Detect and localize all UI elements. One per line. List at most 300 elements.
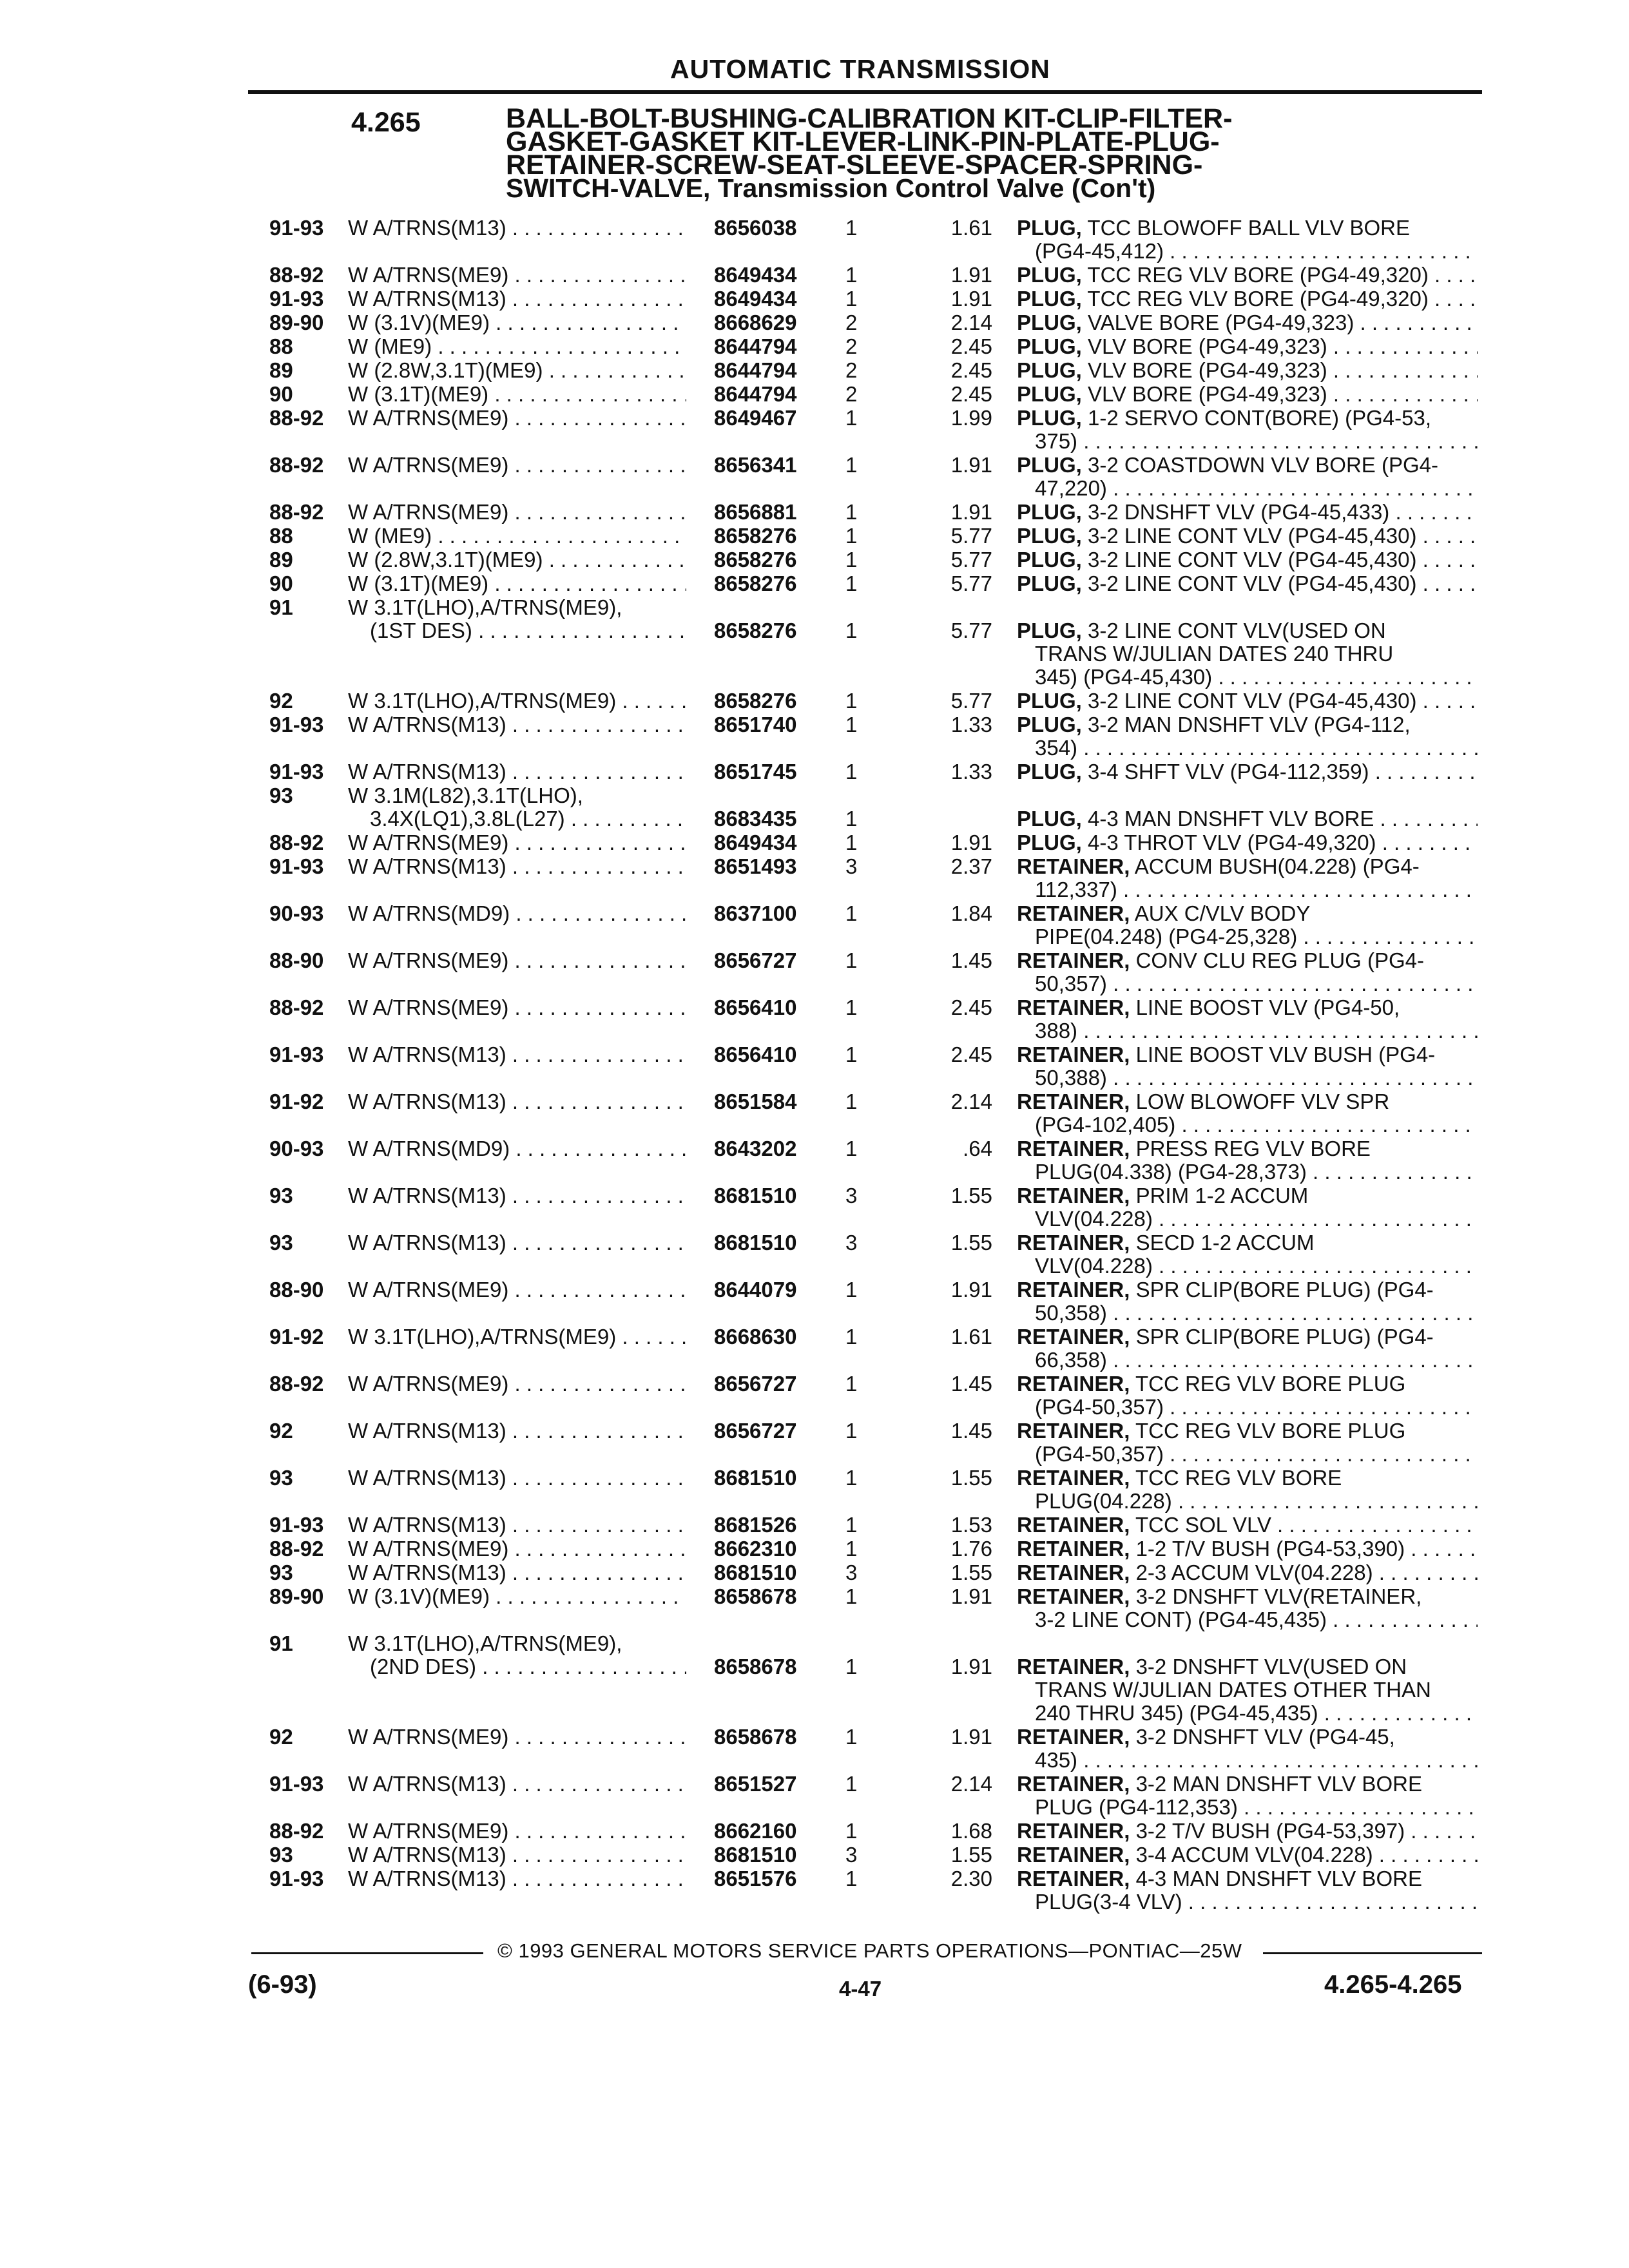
application-text: W A/TRNS(ME9) bbox=[348, 949, 509, 972]
part-number: 8681510 bbox=[714, 1184, 797, 1207]
part-number: 8658276 bbox=[714, 524, 797, 548]
model-year: 88-90 bbox=[269, 948, 324, 972]
application-text: W 3.1T(LHO),A/TRNS(ME9), bbox=[348, 1632, 622, 1655]
application bbox=[348, 902, 686, 925]
application-line bbox=[348, 287, 686, 311]
application bbox=[348, 1090, 686, 1113]
description-line bbox=[1017, 1537, 1478, 1561]
model-year: 88-90 bbox=[269, 1278, 324, 1302]
part-number: 8681510 bbox=[714, 1843, 797, 1867]
application-text: W A/TRNS(ME9) bbox=[348, 996, 509, 1019]
description-text: PLUG(04.338) (PG4-28,373) bbox=[1035, 1160, 1307, 1184]
application-text: W A/TRNS(M13) bbox=[348, 855, 506, 878]
part-number: 8656341 bbox=[714, 453, 797, 477]
application-text: W A/TRNS(M13) bbox=[348, 1561, 506, 1584]
price: 1.33 bbox=[950, 713, 992, 736]
description bbox=[1017, 548, 1478, 572]
application-line bbox=[348, 1466, 686, 1490]
part-number: 8658678 bbox=[714, 1655, 797, 1678]
quantity: 1 bbox=[845, 1867, 858, 1890]
description-text: 388) bbox=[1035, 1019, 1078, 1043]
price: 1.55 bbox=[950, 1466, 992, 1490]
part-keyword: PLUG, bbox=[1017, 383, 1082, 406]
part-number: 8651493 bbox=[714, 854, 797, 878]
application-line bbox=[348, 264, 686, 287]
application-text: W (3.1T)(ME9) bbox=[348, 572, 489, 595]
application bbox=[348, 287, 686, 311]
description bbox=[1017, 216, 1478, 263]
application-text: W A/TRNS(ME9) bbox=[348, 454, 509, 477]
application-text: W A/TRNS(M13) bbox=[348, 1184, 506, 1207]
application bbox=[348, 311, 686, 334]
parts-entry bbox=[0, 1231, 1629, 1278]
description-line bbox=[1017, 548, 1478, 572]
description-text: PRIM 1-2 ACCUM bbox=[1135, 1184, 1309, 1207]
parts-entry bbox=[0, 689, 1629, 713]
model-year: 88-92 bbox=[269, 453, 324, 477]
description-text: 3-2 LINE CONT VLV (PG4-45,430) bbox=[1088, 548, 1417, 572]
application-text: W A/TRNS(ME9) bbox=[348, 1725, 509, 1749]
application-text: W A/TRNS(M13) bbox=[348, 287, 506, 311]
parts-entry bbox=[0, 1043, 1629, 1090]
price: 2.14 bbox=[950, 1090, 992, 1113]
quantity: 1 bbox=[845, 1372, 858, 1396]
description-text: PLUG (PG4-112,353) bbox=[1035, 1796, 1238, 1819]
application-text: W A/TRNS(ME9) bbox=[348, 501, 509, 524]
model-year: 91-93 bbox=[269, 760, 324, 783]
application-text: W 3.1M(L82),3.1T(LHO), bbox=[348, 784, 583, 807]
quantity: 1 bbox=[845, 287, 858, 311]
description bbox=[1017, 1820, 1478, 1843]
application-text: W A/TRNS(MD9) bbox=[348, 902, 510, 925]
application-line bbox=[348, 1325, 686, 1349]
parts-entry bbox=[0, 1278, 1629, 1325]
application-line bbox=[348, 784, 686, 807]
part-number: 8662310 bbox=[714, 1537, 797, 1561]
parts-entry bbox=[0, 572, 1629, 595]
part-keyword: RETAINER, bbox=[1017, 1419, 1130, 1443]
description-text: 3-2 LINE CONT VLV (PG4-45,430) bbox=[1088, 689, 1417, 713]
description-line bbox=[1017, 1725, 1478, 1749]
part-keyword: PLUG, bbox=[1017, 501, 1082, 524]
application-line bbox=[348, 1725, 686, 1749]
application-text: W (ME9) bbox=[348, 524, 432, 548]
description bbox=[1017, 572, 1478, 595]
description-line bbox=[1017, 264, 1478, 287]
part-number: 8644079 bbox=[714, 1278, 797, 1302]
quantity: 3 bbox=[845, 1231, 858, 1254]
part-keyword: PLUG, bbox=[1017, 359, 1082, 382]
section-title-line: GASKET-GASKET KIT-LEVER-LINK-PIN-PLATE-PLUG- bbox=[506, 126, 1220, 157]
price: 2.45 bbox=[950, 1043, 992, 1066]
description-text: VALVE BORE (PG4-49,323) bbox=[1088, 311, 1354, 334]
part-number: 8658276 bbox=[714, 548, 797, 572]
parts-entry bbox=[0, 1137, 1629, 1184]
description bbox=[1017, 1325, 1478, 1372]
description-line bbox=[1017, 855, 1478, 878]
model-year: 88-92 bbox=[269, 1537, 324, 1561]
description-line bbox=[1017, 713, 1478, 736]
part-keyword: PLUG, bbox=[1017, 548, 1082, 572]
model-year: 88-92 bbox=[269, 831, 324, 854]
description bbox=[1017, 996, 1478, 1043]
description-text: (PG4-50,357) bbox=[1035, 1396, 1164, 1419]
description-text: 375) bbox=[1035, 430, 1078, 453]
application bbox=[348, 596, 686, 642]
application bbox=[348, 1372, 686, 1396]
model-year: 88-92 bbox=[269, 995, 324, 1019]
description-line bbox=[1017, 689, 1478, 713]
model-year: 93 bbox=[269, 1184, 293, 1207]
description-line bbox=[1017, 760, 1478, 783]
description-text: 3-2 MAN DNSHFT VLV BORE bbox=[1135, 1773, 1422, 1796]
application bbox=[348, 383, 686, 406]
price: 1.91 bbox=[950, 1725, 992, 1749]
description-line bbox=[1017, 1561, 1478, 1584]
description-line bbox=[1017, 1773, 1478, 1796]
quantity: 1 bbox=[845, 948, 858, 972]
description-line bbox=[1017, 1278, 1478, 1302]
part-keyword: RETAINER, bbox=[1017, 1043, 1130, 1066]
application bbox=[348, 359, 686, 382]
application-line bbox=[348, 1561, 686, 1584]
description-text: 66,358) bbox=[1035, 1349, 1107, 1372]
description-line bbox=[1017, 1867, 1478, 1890]
description-text: VLV BORE (PG4-49,323) bbox=[1088, 359, 1327, 382]
application-text: W (3.1V)(ME9) bbox=[348, 311, 490, 334]
model-year: 88-92 bbox=[269, 500, 324, 524]
price: 1.91 bbox=[950, 263, 992, 287]
parts-entry bbox=[0, 996, 1629, 1043]
part-number: 8683435 bbox=[714, 807, 797, 831]
application-line bbox=[348, 760, 686, 783]
price: 1.33 bbox=[950, 760, 992, 783]
description-line bbox=[1017, 1843, 1478, 1867]
quantity: 1 bbox=[845, 572, 858, 595]
application-line bbox=[348, 1043, 686, 1066]
description-line bbox=[1017, 1254, 1478, 1278]
application-line bbox=[348, 454, 686, 477]
part-keyword: PLUG, bbox=[1017, 619, 1082, 642]
application-line bbox=[348, 1419, 686, 1443]
description-line bbox=[1017, 1043, 1478, 1066]
application-line bbox=[348, 1585, 686, 1608]
application-text: W (ME9) bbox=[348, 335, 432, 358]
description bbox=[1017, 807, 1478, 831]
description bbox=[1017, 1466, 1478, 1513]
description-text: SPR CLIP(BORE PLUG) (PG4- bbox=[1135, 1278, 1434, 1302]
description-text: TCC BLOWOFF BALL VLV BORE bbox=[1087, 216, 1411, 240]
part-number: 8649467 bbox=[714, 406, 797, 430]
description-line bbox=[1017, 666, 1478, 689]
model-year: 88-92 bbox=[269, 1372, 324, 1396]
description-line bbox=[1017, 1090, 1478, 1113]
description bbox=[1017, 902, 1478, 948]
application-text: W A/TRNS(ME9) bbox=[348, 1278, 509, 1302]
description bbox=[1017, 454, 1478, 500]
part-keyword: RETAINER, bbox=[1017, 1843, 1130, 1867]
description-line bbox=[1017, 1820, 1478, 1843]
model-year: 89-90 bbox=[269, 311, 324, 334]
price: 2.45 bbox=[950, 995, 992, 1019]
price: 5.77 bbox=[950, 572, 992, 595]
parts-entry bbox=[0, 855, 1629, 901]
copyright-notice: © 1993 GENERAL MOTORS SERVICE PARTS OPERATIONS—PONTIAC—25W bbox=[497, 1939, 1242, 1962]
application-text: W A/TRNS(M13) bbox=[348, 713, 506, 736]
part-number: 8644794 bbox=[714, 334, 797, 358]
part-number: 8637100 bbox=[714, 901, 797, 925]
application bbox=[348, 1325, 686, 1349]
part-keyword: RETAINER, bbox=[1017, 1820, 1130, 1843]
description-line bbox=[1017, 736, 1478, 760]
section-range: 4.265-4.265 bbox=[1324, 1970, 1462, 1999]
application-line bbox=[348, 1090, 686, 1113]
quantity: 3 bbox=[845, 854, 858, 878]
parts-entry bbox=[0, 595, 1629, 689]
application-text: W A/TRNS(M13) bbox=[348, 1773, 506, 1796]
quantity: 1 bbox=[845, 500, 858, 524]
model-year: 93 bbox=[269, 1231, 293, 1254]
part-keyword: RETAINER, bbox=[1017, 855, 1130, 878]
part-number: 8656727 bbox=[714, 948, 797, 972]
application bbox=[348, 1231, 686, 1254]
part-number: 8656410 bbox=[714, 995, 797, 1019]
application-text: W A/TRNS(M13) bbox=[348, 1466, 506, 1490]
application-line bbox=[348, 335, 686, 358]
part-keyword: RETAINER, bbox=[1017, 1655, 1130, 1678]
description-line bbox=[1017, 383, 1478, 406]
application-text: W 3.1T(LHO),A/TRNS(ME9), bbox=[348, 596, 622, 619]
model-year: 88-92 bbox=[269, 406, 324, 430]
footer-rule-left bbox=[251, 1952, 483, 1954]
model-year: 92 bbox=[269, 689, 293, 713]
description bbox=[1017, 619, 1478, 689]
application-line bbox=[348, 548, 686, 572]
price: 1.91 bbox=[950, 453, 992, 477]
part-keyword: PLUG, bbox=[1017, 760, 1082, 783]
application bbox=[348, 855, 686, 878]
part-keyword: RETAINER, bbox=[1017, 1466, 1130, 1490]
description-line bbox=[1017, 1325, 1478, 1349]
application bbox=[348, 1820, 686, 1843]
model-year: 88-92 bbox=[269, 1819, 324, 1843]
price: 1.61 bbox=[950, 1325, 992, 1349]
date-code: (6-93) bbox=[248, 1970, 317, 1999]
model-year: 91-93 bbox=[269, 854, 324, 878]
description-text: 3-2 COASTDOWN VLV BORE (PG4- bbox=[1088, 454, 1438, 477]
part-keyword: RETAINER, bbox=[1017, 1372, 1130, 1396]
parts-entry bbox=[0, 548, 1629, 572]
description bbox=[1017, 1514, 1478, 1537]
section-title bbox=[506, 103, 1434, 203]
application-line bbox=[348, 996, 686, 1019]
description-text: SECD 1-2 ACCUM bbox=[1135, 1231, 1315, 1254]
model-year: 93 bbox=[269, 1843, 293, 1867]
application bbox=[348, 689, 686, 713]
description-text: VLV(04.228) bbox=[1035, 1207, 1153, 1231]
description bbox=[1017, 949, 1478, 995]
description bbox=[1017, 264, 1478, 287]
part-number: 8643202 bbox=[714, 1137, 797, 1160]
application bbox=[348, 949, 686, 972]
application-text: W A/TRNS(M13) bbox=[348, 1090, 506, 1113]
part-keyword: PLUG, bbox=[1017, 572, 1082, 595]
price: 2.30 bbox=[950, 1867, 992, 1890]
parts-entry bbox=[0, 1585, 1629, 1631]
description-line bbox=[1017, 1608, 1478, 1631]
model-year: 91-93 bbox=[269, 1867, 324, 1890]
price: 1.91 bbox=[950, 1655, 992, 1678]
quantity: 1 bbox=[845, 689, 858, 713]
description-line bbox=[1017, 240, 1478, 263]
description bbox=[1017, 1090, 1478, 1137]
description bbox=[1017, 855, 1478, 901]
application-line bbox=[348, 1773, 686, 1796]
application-text: W A/TRNS(ME9) bbox=[348, 407, 509, 430]
model-year: 91-93 bbox=[269, 287, 324, 311]
price: 1.55 bbox=[950, 1561, 992, 1584]
part-number: 8668629 bbox=[714, 311, 797, 334]
description-line bbox=[1017, 642, 1478, 666]
application-text: W A/TRNS(M13) bbox=[348, 216, 506, 240]
parts-entry bbox=[0, 1372, 1629, 1419]
parts-entry bbox=[0, 1090, 1629, 1137]
application-text: W A/TRNS(ME9) bbox=[348, 1537, 509, 1561]
description-line bbox=[1017, 477, 1478, 500]
description bbox=[1017, 311, 1478, 334]
application-text: 3.4X(LQ1),3.8L(L27) bbox=[370, 807, 565, 831]
parts-entry bbox=[0, 501, 1629, 524]
description bbox=[1017, 287, 1478, 311]
description-text: 3-2 DNSHFT VLV (PG4-45,433) bbox=[1088, 501, 1390, 524]
application-line bbox=[348, 1537, 686, 1561]
quantity: 3 bbox=[845, 1843, 858, 1867]
description-line bbox=[1017, 1655, 1478, 1678]
description-line bbox=[1017, 1372, 1478, 1396]
model-year: 91-92 bbox=[269, 1325, 324, 1349]
description bbox=[1017, 1537, 1478, 1561]
description bbox=[1017, 1561, 1478, 1584]
part-number: 8651527 bbox=[714, 1772, 797, 1796]
description-text: TCC REG VLV BORE (PG4-49,320) bbox=[1087, 264, 1429, 287]
application-line bbox=[348, 572, 686, 595]
description-line bbox=[1017, 311, 1478, 334]
parts-entry bbox=[0, 1725, 1629, 1772]
description-text: 3-4 ACCUM VLV(04.228) bbox=[1135, 1843, 1373, 1867]
quantity: 1 bbox=[845, 1513, 858, 1537]
price: 1.68 bbox=[950, 1819, 992, 1843]
parts-entry bbox=[0, 287, 1629, 311]
application-line bbox=[348, 713, 686, 736]
price: 2.45 bbox=[950, 334, 992, 358]
price: 1.55 bbox=[950, 1231, 992, 1254]
description-text: LOW BLOWOFF VLV SPR bbox=[1135, 1090, 1390, 1113]
part-keyword: RETAINER, bbox=[1017, 1537, 1130, 1561]
application-text: W A/TRNS(MD9) bbox=[348, 1137, 510, 1160]
application-line bbox=[348, 619, 686, 642]
description bbox=[1017, 1372, 1478, 1419]
section-number: 4.265 bbox=[351, 107, 421, 138]
description-line bbox=[1017, 1749, 1478, 1772]
description-text: ACCUM BUSH(04.228) (PG4- bbox=[1134, 855, 1420, 878]
application-line bbox=[348, 407, 686, 430]
description bbox=[1017, 689, 1478, 713]
application-line bbox=[348, 501, 686, 524]
part-number: 8662160 bbox=[714, 1819, 797, 1843]
price: 1.55 bbox=[950, 1184, 992, 1207]
description-text: PLUG(3-4 VLV) bbox=[1035, 1890, 1182, 1914]
application-line bbox=[348, 1231, 686, 1254]
application bbox=[348, 1867, 686, 1890]
model-year: 89-90 bbox=[269, 1584, 324, 1608]
part-keyword: PLUG, bbox=[1017, 713, 1082, 736]
part-number: 8651745 bbox=[714, 760, 797, 783]
application bbox=[348, 784, 686, 831]
application bbox=[348, 548, 686, 572]
quantity: 2 bbox=[845, 382, 858, 406]
price: 1.91 bbox=[950, 1278, 992, 1302]
description-text: VLV BORE (PG4-49,323) bbox=[1088, 383, 1327, 406]
parts-entry bbox=[0, 1561, 1629, 1584]
application-text: W A/TRNS(ME9) bbox=[348, 1372, 509, 1396]
price: 2.37 bbox=[950, 854, 992, 878]
description bbox=[1017, 383, 1478, 406]
description bbox=[1017, 1725, 1478, 1772]
quantity: 1 bbox=[845, 1725, 858, 1749]
application bbox=[348, 1561, 686, 1584]
parts-entry bbox=[0, 335, 1629, 358]
price: 1.99 bbox=[950, 406, 992, 430]
description bbox=[1017, 1184, 1478, 1231]
parts-entry bbox=[0, 1820, 1629, 1843]
quantity: 1 bbox=[845, 1466, 858, 1490]
quantity: 2 bbox=[845, 334, 858, 358]
description-text: 50,357) bbox=[1035, 972, 1107, 995]
quantity: 1 bbox=[845, 901, 858, 925]
part-number: 8656410 bbox=[714, 1043, 797, 1066]
part-number: 8644794 bbox=[714, 358, 797, 382]
quantity: 1 bbox=[845, 713, 858, 736]
description-line bbox=[1017, 524, 1478, 548]
part-keyword: RETAINER, bbox=[1017, 996, 1130, 1019]
application-text: W A/TRNS(ME9) bbox=[348, 264, 509, 287]
price: .64 bbox=[963, 1137, 992, 1160]
part-number: 8658276 bbox=[714, 689, 797, 713]
part-keyword: RETAINER, bbox=[1017, 1137, 1130, 1160]
model-year: 90-93 bbox=[269, 901, 324, 925]
part-number: 8649434 bbox=[714, 263, 797, 287]
part-number: 8656881 bbox=[714, 500, 797, 524]
part-number: 8649434 bbox=[714, 287, 797, 311]
description bbox=[1017, 1843, 1478, 1867]
application bbox=[348, 1632, 686, 1678]
part-number: 8656727 bbox=[714, 1372, 797, 1396]
description-line bbox=[1017, 1466, 1478, 1490]
application bbox=[348, 996, 686, 1019]
description-line bbox=[1017, 1396, 1478, 1419]
application-text: W A/TRNS(ME9) bbox=[348, 1820, 509, 1843]
top-rule bbox=[248, 90, 1482, 94]
parts-entry bbox=[0, 1419, 1629, 1466]
description-line bbox=[1017, 925, 1478, 948]
description-line bbox=[1017, 1137, 1478, 1160]
description-line bbox=[1017, 430, 1478, 453]
application bbox=[348, 524, 686, 548]
description-line bbox=[1017, 831, 1478, 854]
parts-entry bbox=[0, 407, 1629, 453]
description bbox=[1017, 524, 1478, 548]
price: 1.45 bbox=[950, 948, 992, 972]
